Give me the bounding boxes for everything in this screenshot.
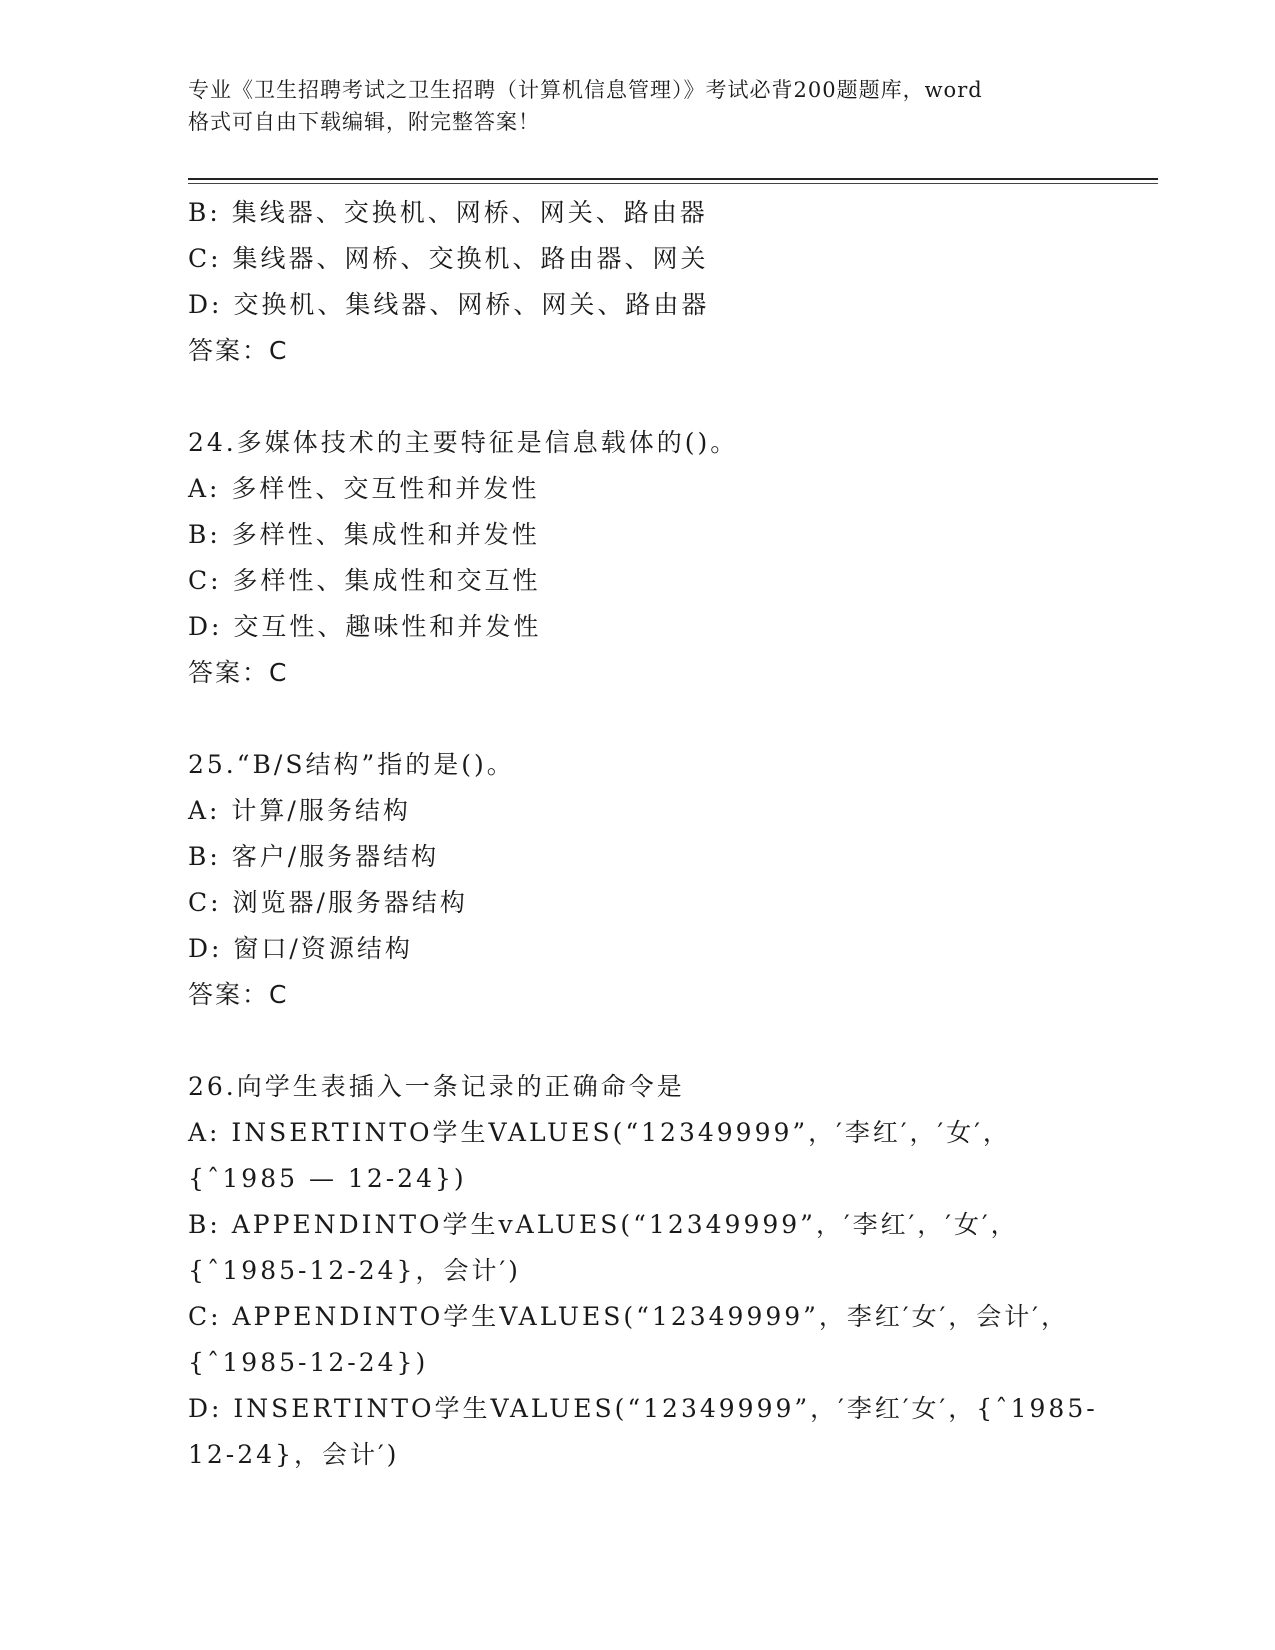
option-c-line-2: {ˆ1985-12-24}) <box>188 1348 429 1377</box>
question-text: 25.“B/S结构”指的是()。 <box>188 750 515 779</box>
question-23 <box>188 190 1088 374</box>
option-d: D: 交换机、集线器、网桥、网关、路由器 <box>188 290 710 319</box>
option-c-line-1: C: APPENDINTO学生VALUES(“12349999”，李红′女′，会计′， <box>188 1302 1069 1331</box>
spacer <box>188 696 1088 742</box>
option-a: A: 多样性、交互性和并发性 <box>188 474 540 503</box>
option-b-line-1: B: APPENDINTO学生vALUES(“12349999”，′李红′，′女′， <box>188 1210 1019 1239</box>
option-a-line-1: A: INSERTINTO学生VALUES(“12349999”，′李红′，′女′， <box>188 1118 1011 1147</box>
question-text: 26.向学生表插入一条记录的正确命令是 <box>188 1072 685 1101</box>
option-c: C: 集线器、网桥、交换机、路由器、网关 <box>188 244 709 273</box>
option-c: C: 浏览器/服务器结构 <box>188 888 468 917</box>
option-b: B: 多样性、集成性和并发性 <box>188 520 540 549</box>
question-list <box>188 190 1098 1478</box>
document-header <box>188 74 1088 138</box>
question-24 <box>188 420 1088 696</box>
option-c: C: 多样性、集成性和交互性 <box>188 566 541 595</box>
question-25 <box>188 742 1088 1018</box>
option-d: D: 窗口/资源结构 <box>188 934 413 963</box>
header-title-line-1: 专业《卫生招聘考试之卫生招聘（计算机信息管理）》考试必背200题题库，word <box>188 78 983 102</box>
option-b: B: 集线器、交换机、网桥、网关、路由器 <box>188 198 708 227</box>
option-a: A: 计算/服务结构 <box>188 796 411 825</box>
answer-line: 答案：C <box>188 658 289 687</box>
option-b-line-2: {ˆ1985-12-24}，会计′) <box>188 1256 521 1285</box>
option-d-line-1: D: INSERTINTO学生VALUES(“12349999”，′李红′女′，{ˆ1985- <box>188 1394 1098 1423</box>
option-b: B: 客户/服务器结构 <box>188 842 440 871</box>
header-divider-thick <box>188 178 1158 180</box>
question-26 <box>188 1064 1098 1478</box>
spacer <box>188 374 1088 420</box>
option-a-line-2: {ˆ1985 — 12-24}) <box>188 1164 467 1193</box>
header-divider-thin <box>188 183 1158 184</box>
option-d: D: 交互性、趣味性和并发性 <box>188 612 542 641</box>
spacer <box>188 1018 1088 1064</box>
answer-line: 答案：C <box>188 980 289 1009</box>
header-title-line-2: 格式可自由下载编辑，附完整答案！ <box>188 110 540 134</box>
question-text: 24.多媒体技术的主要特征是信息载体的()。 <box>188 428 739 457</box>
answer-line: 答案：C <box>188 336 289 365</box>
option-d-line-2: 12-24}，会计′) <box>188 1440 400 1469</box>
